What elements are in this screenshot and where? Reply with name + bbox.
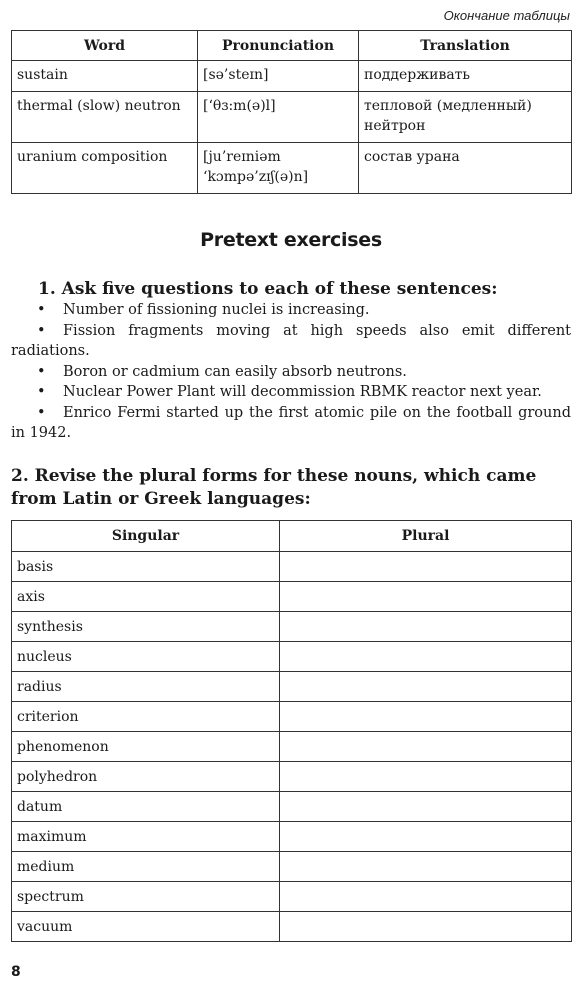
table-row bbox=[12, 61, 572, 92]
bullet-icon: • bbox=[37, 404, 46, 421]
plural-answer-cell[interactable] bbox=[280, 612, 572, 642]
singular-cell: nucleus bbox=[12, 642, 280, 672]
word-cell: sustain bbox=[12, 61, 198, 92]
pronunciation-cell: [sə’steɪn] bbox=[198, 61, 359, 92]
plural-answer-cell[interactable] bbox=[280, 792, 572, 822]
plural-answer-cell[interactable] bbox=[280, 672, 572, 702]
word-cell: thermal (slow) neutron bbox=[12, 92, 198, 143]
singular-cell: datum bbox=[12, 792, 280, 822]
singular-cell: medium bbox=[12, 852, 280, 882]
singular-cell: axis bbox=[12, 582, 280, 612]
translation-column-header: Translation bbox=[359, 31, 572, 61]
translation-cell: состав урана bbox=[359, 143, 572, 194]
singular-cell: criterion bbox=[12, 702, 280, 732]
exercise-1-sentence-list bbox=[11, 300, 571, 444]
plural-answer-cell[interactable] bbox=[280, 582, 572, 612]
singular-cell: synthesis bbox=[12, 612, 280, 642]
plural-answer-cell[interactable] bbox=[280, 642, 572, 672]
singular-cell: vacuum bbox=[12, 912, 280, 942]
table-row bbox=[12, 702, 572, 732]
sentence-text: Fission fragments moving at high speeds also emit different radiations. bbox=[11, 322, 571, 359]
table-row bbox=[12, 143, 572, 194]
table-row bbox=[12, 92, 572, 143]
list-item bbox=[11, 300, 571, 321]
plural-column-header: Plural bbox=[280, 521, 572, 552]
table-row bbox=[12, 852, 572, 882]
bullet-icon: • bbox=[37, 322, 46, 339]
sentence-text: Boron or cadmium can easily absorb neutrons. bbox=[63, 363, 407, 380]
pronunciation-cell: [‘θɜ:m(ə)l] bbox=[198, 92, 359, 143]
plural-answer-cell[interactable] bbox=[280, 702, 572, 732]
sentence-text: Number of fissioning nuclei is increasing. bbox=[63, 302, 370, 318]
plural-answer-cell[interactable] bbox=[280, 882, 572, 912]
plural-header-row bbox=[12, 521, 572, 552]
translation-cell: поддерживать bbox=[359, 61, 572, 92]
bullet-icon: • bbox=[37, 363, 46, 380]
plural-answer-cell[interactable] bbox=[280, 822, 572, 852]
table-row bbox=[12, 912, 572, 942]
list-item bbox=[11, 321, 571, 362]
exercise-1-heading: 1. Ask five questions to each of these sentences: bbox=[38, 279, 498, 299]
singular-column-header: Singular bbox=[12, 521, 280, 552]
sentence-text: Nuclear Power Plant will decommission RBMK reactor next year. bbox=[63, 384, 542, 400]
list-item bbox=[11, 362, 571, 383]
table-row bbox=[12, 552, 572, 582]
table-row bbox=[12, 732, 572, 762]
plural-table-body bbox=[12, 552, 572, 942]
section-title: Pretext exercises bbox=[200, 229, 382, 251]
pronunciation-cell: [ju’reɪniəm ‘kɔmpə’zɪʃ(ə)n] bbox=[198, 143, 359, 194]
singular-cell: basis bbox=[12, 552, 280, 582]
table-row bbox=[12, 762, 572, 792]
plural-answer-cell[interactable] bbox=[280, 552, 572, 582]
table-row bbox=[12, 822, 572, 852]
page-number: 8 bbox=[11, 964, 21, 980]
table-row bbox=[12, 882, 572, 912]
sentence-text: Enrico Fermi started up the first atomic pile on the football ground in 1942. bbox=[11, 404, 571, 441]
table-row bbox=[12, 642, 572, 672]
table-continuation-note: Окончание таблицы bbox=[443, 8, 570, 23]
table-row bbox=[12, 672, 572, 702]
singular-cell: radius bbox=[12, 672, 280, 702]
list-item bbox=[11, 382, 571, 403]
plural-answer-cell[interactable] bbox=[280, 762, 572, 792]
bullet-icon: • bbox=[37, 384, 46, 400]
list-item bbox=[11, 403, 571, 444]
vocabulary-header-row bbox=[12, 31, 572, 61]
singular-cell: polyhedron bbox=[12, 762, 280, 792]
exercise-2-heading: 2. Revise the plural forms for these nouns, which came from Latin or Greek languages: bbox=[11, 466, 537, 509]
plural-answer-cell[interactable] bbox=[280, 732, 572, 762]
translation-cell: тепловой (медленный) нейтрон bbox=[359, 92, 572, 143]
plural-answer-cell[interactable] bbox=[280, 912, 572, 942]
table-row bbox=[12, 792, 572, 822]
bullet-icon: • bbox=[37, 302, 46, 318]
plural-forms-table bbox=[11, 520, 572, 942]
vocabulary-table bbox=[11, 30, 572, 194]
table-row bbox=[12, 612, 572, 642]
singular-cell: spectrum bbox=[12, 882, 280, 912]
pronunciation-column-header: Pronunciation bbox=[198, 31, 359, 61]
word-column-header: Word bbox=[12, 31, 198, 61]
singular-cell: maximum bbox=[12, 822, 280, 852]
singular-cell: phenomenon bbox=[12, 732, 280, 762]
table-row bbox=[12, 582, 572, 612]
word-cell: uranium composition bbox=[12, 143, 198, 194]
plural-answer-cell[interactable] bbox=[280, 852, 572, 882]
